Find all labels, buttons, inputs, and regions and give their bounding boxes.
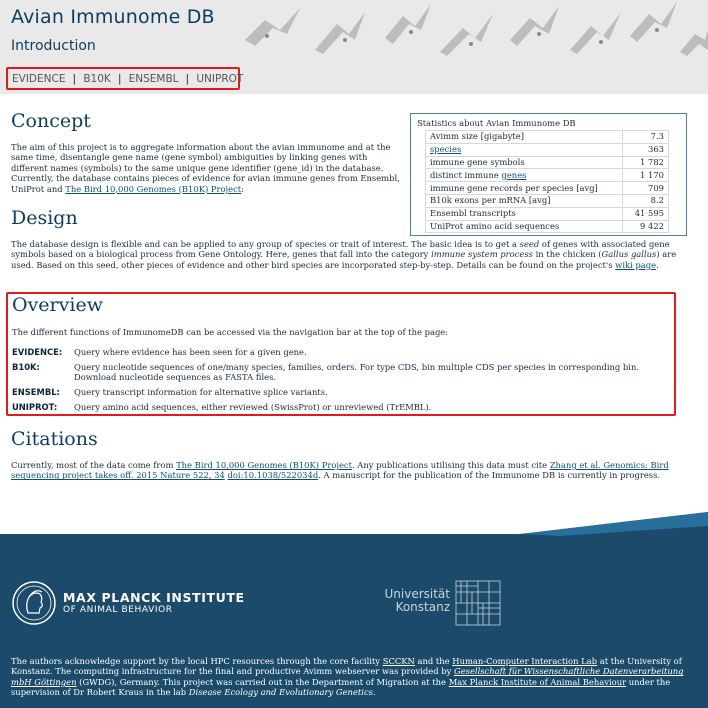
page-title: Introduction	[11, 38, 96, 54]
genes-link[interactable]: genes	[501, 169, 527, 180]
overview-desc: Query transcript information for alternative splice variants.	[74, 387, 328, 397]
design-text: The database design is flexible and can be applied to any group of species or trait of interest. The basic idea is to get a seed of genes with associated gene symbols based on a biological process from Gene Ontology. Here, genes that fall into the category immune system process in the chicken (Gallus gallus) are used. Based on this seed, other pieces of evidence and other bird species are incorporated step-by-step. Details can be found on the project's wiki page.	[11, 239, 677, 270]
table-row: Ensembl transcripts 41 595	[426, 207, 669, 220]
table-row: UniProt amino acid sequences 9 422	[426, 220, 669, 233]
overview-desc: Query where evidence has been seen for a given gene.	[74, 347, 307, 357]
hci-lab-link[interactable]: Human-Computer Interaction Lab	[452, 656, 598, 666]
citations-text: Currently, most of the data come from The Bird 10,000 Genomes (B10K) Project. Any publications utilising this data must cite Zhang et al. Genomics: Bird sequencing project takes off. 2015 Nature 522, 34 doi:10.1038/522034d. A manuscript for the publication of the Immunome DB is currently in progress.	[11, 460, 669, 481]
nav-separator: |	[185, 72, 190, 85]
minerva-logo-icon[interactable]	[11, 580, 57, 626]
species-link[interactable]: species	[430, 144, 462, 155]
concept-text: The aim of this project is to aggregate information about the avian immunome and at the same time, disentangle gene name (gene symbol) ambiguities by linking genes with different names (symbols) to the same unique gene identifier (gene_id) in the database. Currently, the database contains pieces of evidence for avian immune genes from Ensembl, UniProt and The Bird 10,000 Genomes (B10K) Project:	[11, 142, 400, 194]
site-header	[0, 0, 708, 94]
table-row: Avimm size [gigabyte] 7.3	[426, 131, 669, 144]
university-grid-logo-icon[interactable]	[455, 580, 501, 626]
nav-evidence[interactable]: EVIDENCE	[12, 72, 66, 85]
mpi-subtitle: OF ANIMAL BEHAVIOR	[63, 605, 173, 615]
doi-link[interactable]: doi:10.1038/522034d	[227, 470, 319, 481]
design-heading: Design	[11, 207, 78, 229]
acknowledgements-text: The authors acknowledge support by the local HPC resources through the core facility SCCKN and the Human-Computer Interaction Lab at the University of Konstanz. The computing infrastructure for the final and productive Avimm webserver was provided by Gesellschaft für Wissenschaftliche Datenverarbeitung mbH Göttingen (GWDG), Germany. This project was carried out in the Department of Migration at the Max Planck Institute of Animal Behaviour under the supervision of Dr Robert Kraus in the lab Disease Ecology and Evolutionary Genetics.	[11, 656, 684, 698]
statistics-title: Statistics about Avian Immunome DB	[417, 118, 576, 128]
university-name: Universität Konstanz	[384, 587, 450, 614]
overview-heading: Overview	[12, 294, 103, 316]
table-row: distinct immune genes 1 170	[426, 169, 669, 182]
nav-separator: |	[117, 72, 122, 85]
nav-uniprot[interactable]: UNIPROT	[196, 72, 244, 85]
statistics-panel	[410, 113, 687, 236]
overview-key: ENSEMBL:	[12, 387, 60, 397]
mpi-link[interactable]: Max Planck Institute of Animal Behaviour	[448, 676, 627, 687]
main-nav	[6, 67, 244, 90]
b10k-citation-link[interactable]: The Bird 10,000 Genomes (B10K) Project	[176, 460, 352, 470]
nav-separator: |	[72, 72, 77, 85]
gwdg-link[interactable]: Gesellschaft für Wissenschaftliche Datenverarbeitung mbH Göttingen	[11, 666, 684, 687]
zhang-citation-link[interactable]: Zhang et al. Genomics: Bird sequencing project takes off. 2015 Nature 522, 34	[11, 460, 669, 481]
site-title: Avian Immunome DB	[11, 6, 215, 28]
flying-geese-banner	[225, 0, 708, 56]
overview-intro: The different functions of ImmunomeDB can be accessed via the navigation bar at the top of the page:	[12, 327, 449, 337]
overview-key: B10K:	[12, 362, 40, 372]
table-row: immune gene symbols 1 782	[426, 156, 669, 169]
concept-heading: Concept	[11, 110, 91, 132]
table-row: immune gene records per species [avg] 709	[426, 182, 669, 195]
citations-heading: Citations	[11, 428, 98, 450]
overview-section	[6, 292, 676, 416]
table-row: species 363	[426, 143, 669, 156]
b10k-project-link[interactable]: The Bird 10,000 Genomes (B10K) Project	[65, 183, 242, 194]
overview-key: UNIPROT:	[12, 402, 58, 412]
footer-wave	[0, 512, 708, 572]
overview-desc: Query nucleotide sequences of one/many species, families, orders. For type CDS, bin multiple CDS per species in corresponding bin. Download nucleotide sequences as FASTA files.	[74, 362, 640, 383]
overview-key: EVIDENCE:	[12, 347, 63, 357]
overview-desc: Query amino acid sequences, either reviewed (SwissProt) or unreviewed (TrEMBL).	[74, 402, 432, 412]
nav-ensembl[interactable]: ENSEMBL	[128, 72, 179, 85]
mpi-name: MAX PLANCK INSTITUTE	[63, 590, 245, 605]
nav-b10k[interactable]: B10K	[83, 72, 111, 85]
table-row: B10k exons per mRNA [avg] 8.2	[426, 194, 669, 207]
statistics-table	[425, 130, 669, 233]
wiki-page-link[interactable]: wiki page	[615, 259, 657, 270]
scckn-link[interactable]: SCCKN	[382, 656, 415, 666]
